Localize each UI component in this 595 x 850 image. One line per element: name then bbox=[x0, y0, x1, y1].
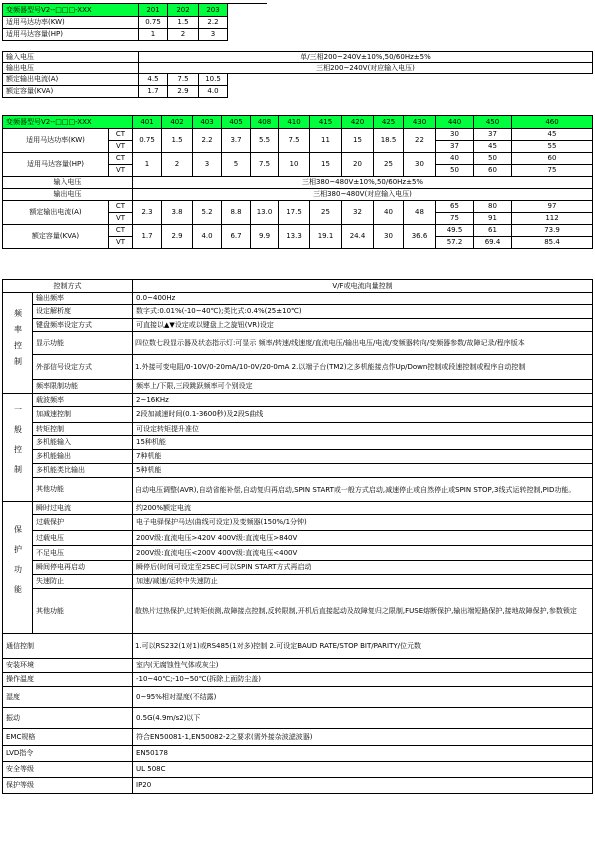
cell: IP20 bbox=[133, 778, 593, 794]
row-label: 额定输出电流(A) bbox=[3, 74, 139, 86]
row-label: 瞬间停电再启动 bbox=[33, 561, 133, 575]
table-row bbox=[3, 319, 593, 332]
cell: 45 bbox=[474, 141, 512, 153]
cell: 15 bbox=[310, 153, 342, 177]
row-label: 多机能输出 bbox=[33, 450, 133, 464]
cell: 4.5 bbox=[139, 74, 168, 86]
cell: 60 bbox=[512, 153, 593, 165]
ct-label: CT bbox=[109, 201, 133, 213]
table-row bbox=[3, 673, 593, 687]
row-label: 过载电压 bbox=[33, 531, 133, 546]
cell: 可直接以▲▼设定或以键盘上之旋钮(VR)设定 bbox=[133, 319, 593, 332]
cell: 97 bbox=[512, 201, 593, 213]
cell: 11 bbox=[310, 129, 342, 153]
table-400v-series bbox=[2, 115, 593, 249]
row-label: 适用马达容量(HP) bbox=[3, 29, 139, 41]
cell: 1.5 bbox=[168, 17, 199, 29]
cell: 20 bbox=[342, 153, 374, 177]
table-row bbox=[3, 729, 593, 746]
model-cell: 460 bbox=[512, 116, 593, 129]
protect-group-label bbox=[3, 502, 33, 634]
cell: 5.5 bbox=[251, 129, 279, 153]
cell: 1.7 bbox=[133, 225, 162, 249]
row-label: 多机能类比输出 bbox=[33, 464, 133, 478]
row-label: 安全等级 bbox=[3, 762, 133, 778]
row-label: 不足电压 bbox=[33, 546, 133, 561]
table-row bbox=[3, 546, 593, 561]
table-row bbox=[3, 515, 593, 531]
cell: 2.9 bbox=[162, 225, 193, 249]
cell: 3 bbox=[193, 153, 222, 177]
cell: 30 bbox=[374, 225, 404, 249]
row-label: 设定解析度 bbox=[33, 305, 133, 319]
cell: 电子电驿保护马达(曲线可设定)及变频器(150%/1分钟) bbox=[133, 515, 593, 531]
table-row bbox=[3, 561, 593, 575]
cell: 55 bbox=[512, 141, 593, 153]
table-row bbox=[3, 464, 593, 478]
cell: 约200%额定电流 bbox=[133, 502, 593, 515]
ct-label: CT bbox=[109, 129, 133, 141]
cell: 2~16KHz bbox=[133, 394, 593, 407]
cell: 25 bbox=[310, 201, 342, 225]
cell: 57.2 bbox=[436, 237, 474, 249]
row-label: 输入电压 bbox=[3, 177, 133, 189]
cell: 85.4 bbox=[512, 237, 593, 249]
cell: 13.3 bbox=[279, 225, 310, 249]
cell: 19.1 bbox=[310, 225, 342, 249]
cell: 22 bbox=[404, 129, 436, 153]
table-row bbox=[3, 29, 267, 41]
row-label: 适用马达功率(KW) bbox=[3, 129, 109, 153]
row-label: LVD指令 bbox=[3, 746, 133, 762]
model-cell: 410 bbox=[279, 116, 310, 129]
model-203: 203 bbox=[199, 4, 228, 17]
cell: 四位数七段显示器及状态指示灯:可显示 频率/转速/线速度/直流电压/输出电压/电流/变频器转向/变频器参数/故障记录/程序版本 bbox=[133, 332, 593, 355]
cell: 60 bbox=[474, 165, 512, 177]
cell: 3.7 bbox=[222, 129, 251, 153]
cell: 15 bbox=[342, 129, 374, 153]
general-group-text: 一般控制 bbox=[13, 405, 23, 485]
row-label: 过载保护 bbox=[33, 515, 133, 531]
table-row bbox=[3, 746, 593, 762]
cell: 5种机能 bbox=[133, 464, 593, 478]
table-row bbox=[3, 502, 593, 515]
cell: 2段加减速时间(0.1-3600秒)及2段S曲线 bbox=[133, 407, 593, 423]
cell: 13.0 bbox=[251, 201, 279, 225]
header-row bbox=[3, 116, 593, 129]
row-label: 加减速控制 bbox=[33, 407, 133, 423]
cell: 1.外接可变电阻/0-10V/0-20mA/10-0V/20-0mA 2.以端子台(TM2)之多机能接点作Up/Down控制或段速控制或程序自动控制 bbox=[133, 355, 593, 380]
cell: 3 bbox=[199, 29, 228, 41]
cell: 7.5 bbox=[168, 74, 199, 86]
cell: 45 bbox=[512, 129, 593, 141]
row-label: 显示功能 bbox=[33, 332, 133, 355]
row-label: 其他功能 bbox=[33, 478, 133, 502]
row-label: EMC规格 bbox=[3, 729, 133, 746]
cell: 9.9 bbox=[251, 225, 279, 249]
cell: 50 bbox=[474, 153, 512, 165]
cell: 10.5 bbox=[199, 74, 228, 86]
cell: 5 bbox=[222, 153, 251, 177]
cell: 室内(无腐蚀性气体或灰尘) bbox=[133, 659, 593, 673]
cell: 2.9 bbox=[168, 86, 199, 98]
table-row bbox=[3, 225, 593, 237]
cell: 10 bbox=[279, 153, 310, 177]
row-label: 额定容量(KVA) bbox=[3, 86, 139, 98]
cell: 24.4 bbox=[342, 225, 374, 249]
cell: 2.2 bbox=[193, 129, 222, 153]
empty-cell bbox=[228, 4, 267, 17]
cell: 30 bbox=[436, 129, 474, 141]
table-row bbox=[3, 778, 593, 794]
freq-group-label bbox=[3, 293, 33, 394]
row-label: 湿度 bbox=[3, 687, 133, 708]
row-label: 输出频率 bbox=[33, 293, 133, 305]
row-label: 其他功能 bbox=[33, 589, 133, 634]
model-cell: 403 bbox=[193, 116, 222, 129]
cell: 2.3 bbox=[133, 201, 162, 225]
table-row bbox=[3, 280, 593, 293]
table-row bbox=[3, 423, 593, 436]
cell: 单/三相200~240V±10%,50/60Hz±5% bbox=[139, 52, 593, 63]
table-row bbox=[3, 63, 593, 74]
cell: 80 bbox=[474, 201, 512, 213]
cell: 符合EN50081-1,EN50082-2之要求(需外接杂波滤波器) bbox=[133, 729, 593, 746]
table-features bbox=[2, 279, 593, 794]
general-group-label bbox=[3, 394, 33, 502]
table-row bbox=[3, 305, 593, 319]
cell: 频率上/下限,三段跳跃频率可个别设定 bbox=[133, 380, 593, 394]
table-row bbox=[3, 153, 593, 165]
model-cell: 408 bbox=[251, 116, 279, 129]
cell: 18.5 bbox=[374, 129, 404, 153]
model-cell: 440 bbox=[436, 116, 474, 129]
cell: 25 bbox=[374, 153, 404, 177]
model-cell: 405 bbox=[222, 116, 251, 129]
model-cell: 401 bbox=[133, 116, 162, 129]
cell: 0~95%相对湿度(不结露) bbox=[133, 687, 593, 708]
empty-cell bbox=[228, 29, 267, 41]
ct-label: CT bbox=[109, 153, 133, 165]
row-label: 失速防止 bbox=[33, 575, 133, 589]
table-row bbox=[3, 634, 593, 659]
row-label: 载波频率 bbox=[33, 394, 133, 407]
cell: -10~40℃;-10~50℃(拆除上面防尘盖) bbox=[133, 673, 593, 687]
cell: 三相380~480V(对应输入电压) bbox=[133, 189, 593, 201]
table-row bbox=[3, 687, 593, 708]
row-label: 多机能输入 bbox=[33, 436, 133, 450]
table-200v-rating bbox=[2, 73, 228, 98]
cell: 30 bbox=[404, 153, 436, 177]
cell: 3.8 bbox=[162, 201, 193, 225]
model-cell: 430 bbox=[404, 116, 436, 129]
cell: 37 bbox=[436, 141, 474, 153]
protect-group-text: 保护功能 bbox=[13, 525, 23, 605]
freq-group-text: 频率控制 bbox=[13, 308, 23, 373]
table-row bbox=[3, 450, 593, 464]
cell: 0.75 bbox=[133, 129, 162, 153]
row-label: 适用马达容量(HP) bbox=[3, 153, 109, 177]
cell: 可设定转矩提升准位 bbox=[133, 423, 593, 436]
header-row bbox=[3, 4, 267, 17]
cell: 2 bbox=[162, 153, 193, 177]
row-label: 额定输出电流(A) bbox=[3, 201, 109, 225]
table-row bbox=[3, 189, 593, 201]
row-label: 适用马达功率(KW) bbox=[3, 17, 139, 29]
table-row bbox=[3, 575, 593, 589]
vt-label: VT bbox=[109, 165, 133, 177]
cell: 200V级:直流电压>420V 400V级:直流电压>840V bbox=[133, 531, 593, 546]
cell: 61 bbox=[474, 225, 512, 237]
table-row bbox=[3, 293, 593, 305]
model-202: 202 bbox=[168, 4, 199, 17]
row-label: 通信控制 bbox=[3, 634, 133, 659]
cell: 7种机能 bbox=[133, 450, 593, 464]
cell: 0.0~400Hz bbox=[133, 293, 593, 305]
table-row bbox=[3, 86, 228, 98]
table-row bbox=[3, 394, 593, 407]
row-label: 键盘频率设定方式 bbox=[33, 319, 133, 332]
empty-cell bbox=[228, 17, 267, 29]
table-row bbox=[3, 762, 593, 778]
vt-label: VT bbox=[109, 213, 133, 225]
cell: 7.5 bbox=[279, 129, 310, 153]
table-row bbox=[3, 708, 593, 729]
table-row bbox=[3, 589, 593, 634]
cell: 48 bbox=[404, 201, 436, 225]
cell: 49.5 bbox=[436, 225, 474, 237]
cell: 2 bbox=[168, 29, 199, 41]
table-row bbox=[3, 332, 593, 355]
cell: 17.5 bbox=[279, 201, 310, 225]
table-row bbox=[3, 478, 593, 502]
row-label: 保护等级 bbox=[3, 778, 133, 794]
table-row bbox=[3, 177, 593, 189]
table-row bbox=[3, 531, 593, 546]
cell: EN50178 bbox=[133, 746, 593, 762]
ct-label: CT bbox=[109, 225, 133, 237]
cell: 2.2 bbox=[199, 17, 228, 29]
table-row bbox=[3, 129, 593, 141]
table-200v-voltage bbox=[2, 51, 593, 74]
cell: 1.可以RS232(1对1)或RS485(1对多)控制 2.可设定BAUD RATE/STOP BIT/PARITY/位元数 bbox=[133, 634, 593, 659]
cell: 75 bbox=[512, 165, 593, 177]
row-label: 额定容量(KVA) bbox=[3, 225, 109, 249]
cell: 1 bbox=[133, 153, 162, 177]
cell: 50 bbox=[436, 165, 474, 177]
table-row bbox=[3, 74, 228, 86]
table-row bbox=[3, 201, 593, 213]
cell: 1.7 bbox=[139, 86, 168, 98]
row-label: 输出电压 bbox=[3, 63, 139, 74]
row-label: 操作温度 bbox=[3, 673, 133, 687]
row-label: 转矩控制 bbox=[33, 423, 133, 436]
cell: 加速/减速/运转中失速防止 bbox=[133, 575, 593, 589]
cell: 40 bbox=[436, 153, 474, 165]
cell: 65 bbox=[436, 201, 474, 213]
cell: 32 bbox=[342, 201, 374, 225]
cell: 112 bbox=[512, 213, 593, 225]
cell: 91 bbox=[474, 213, 512, 225]
model-header: 变频器型号V2--□□□-XXX bbox=[3, 4, 139, 17]
model-cell: 402 bbox=[162, 116, 193, 129]
cell: 200V级:直流电压<200V 400V级:直流电压<400V bbox=[133, 546, 593, 561]
table-row bbox=[3, 436, 593, 450]
table-row bbox=[3, 355, 593, 380]
cell: 36.6 bbox=[404, 225, 436, 249]
model-cell: 420 bbox=[342, 116, 374, 129]
cell: 8.8 bbox=[222, 201, 251, 225]
model-cell: 450 bbox=[474, 116, 512, 129]
row-label: 输入电压 bbox=[3, 52, 139, 63]
row-label: 振动 bbox=[3, 708, 133, 729]
cell: 数字式:0.01%(-10~40℃);类比式:0.4%(25±10℃) bbox=[133, 305, 593, 319]
cell: 1.5 bbox=[162, 129, 193, 153]
cell: 散热片过热保护,过转矩侦测,故障接点控制,反转限制,开机后直接起动及故障复归之限制,FUSE熔断保护,输出端短路保护,接地故障保护,参数锁定 bbox=[133, 589, 593, 634]
table-200v-series bbox=[2, 3, 267, 41]
cell: 69.4 bbox=[474, 237, 512, 249]
table-row bbox=[3, 659, 593, 673]
cell: 6.7 bbox=[222, 225, 251, 249]
cell: 4.0 bbox=[199, 86, 228, 98]
cell: 0.75 bbox=[139, 17, 168, 29]
model-header: 变频器型号V2--□□□-XXX bbox=[3, 116, 133, 129]
cell: UL 508C bbox=[133, 762, 593, 778]
cell: 4.0 bbox=[193, 225, 222, 249]
model-cell: 415 bbox=[310, 116, 342, 129]
row-label: 频率限制功能 bbox=[33, 380, 133, 394]
row-label: 外部信号设定方式 bbox=[33, 355, 133, 380]
cell: 7.5 bbox=[251, 153, 279, 177]
row-label: 输出电压 bbox=[3, 189, 133, 201]
control-mode-label: 控制方式 bbox=[3, 280, 133, 293]
table-row bbox=[3, 52, 593, 63]
row-label: 瞬时过电流 bbox=[33, 502, 133, 515]
vt-label: VT bbox=[109, 237, 133, 249]
cell: 15种机能 bbox=[133, 436, 593, 450]
cell: 三相200~240V(对应输入电压) bbox=[139, 63, 593, 74]
vt-label: VT bbox=[109, 141, 133, 153]
cell: 5.2 bbox=[193, 201, 222, 225]
table-row bbox=[3, 407, 593, 423]
control-mode-value: V/F或电流向量控制 bbox=[133, 280, 593, 293]
table-row bbox=[3, 380, 593, 394]
cell: 40 bbox=[374, 201, 404, 225]
cell: 73.9 bbox=[512, 225, 593, 237]
cell: 自动电压调整(AVR),自动省能补偿,自动复归再启动,SPIN START或一般方式启动,减速停止或自然停止或SPIN STOP,3线式运转控制,PID功能。 bbox=[133, 478, 593, 502]
cell: 0.5G(4.9m/s2)以下 bbox=[133, 708, 593, 729]
cell: 37 bbox=[474, 129, 512, 141]
cell: 三相380~480V±10%,50/60Hz±5% bbox=[133, 177, 593, 189]
table-row bbox=[3, 17, 267, 29]
row-label: 安装环境 bbox=[3, 659, 133, 673]
cell: 瞬停后(时间可设定至2SEC)可以SPIN START方式再启动 bbox=[133, 561, 593, 575]
model-cell: 425 bbox=[374, 116, 404, 129]
model-201: 201 bbox=[139, 4, 168, 17]
cell: 1 bbox=[139, 29, 168, 41]
cell: 75 bbox=[436, 213, 474, 225]
